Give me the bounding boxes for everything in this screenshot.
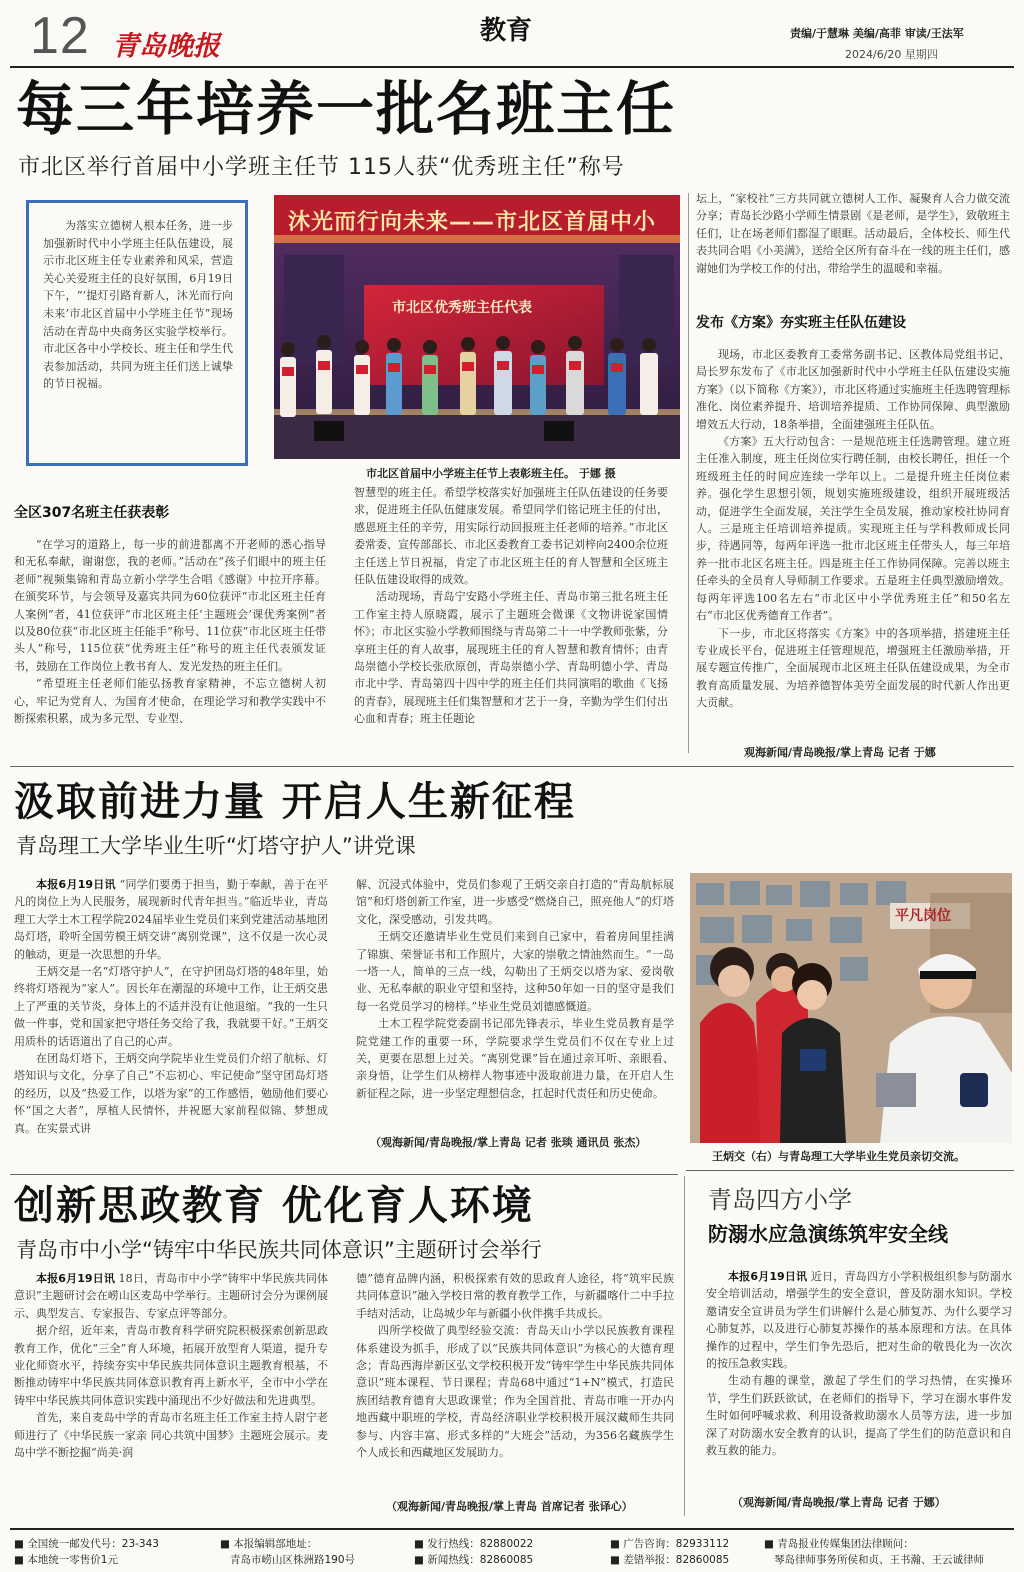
- story1-photo-banner: 沐光而行向未来——市北区首届中小: [288, 210, 657, 235]
- story2-col1-paragraph: 在团岛灯塔下，王炳交向学院毕业生党员们介绍了航标、灯塔知识与文化，分享了自己“不忘初心、牢记使命”坚守团岛灯塔的经历，以及“热爱工作，以塔为家”的工作感悟，勉励他们要心怀“国之大者”，厚植人民情怀，并祝愿大家前程似锦、梦想成真。在实景式讲: [14, 1052, 328, 1135]
- story3-col1-paragraph: 首先，来自麦岛中学的青岛市名班主任工作室主持人尉宁老师进行了《中华民族一家亲 同心共筑中国梦》主题班会展示。麦岛中学不断挖掘“尚美·润: [14, 1411, 328, 1460]
- story1-photo-caption: 市北区首届中小学班主任节上表彰班主任。 于娜 摄: [366, 467, 616, 480]
- footer-ad-hotline: 广告咨询：82933112: [623, 1538, 730, 1550]
- footer-item-postal: ■ 全国统一邮发代号：23-343 ■ 本地统一零售价1元: [14, 1538, 159, 1566]
- story1-subhead-plan: 发布《方案》夯实班主任队伍建设: [696, 315, 906, 331]
- story2-col2-paragraph: 解、沉浸式体验中，党员们参观了王炳交亲自打造的“青岛航标展馆”和灯塔创新工作室，进一步感受“燃烧自己，照亮他人”的灯塔文化，深受感动，引发共鸣。: [356, 878, 674, 926]
- page-number: 12: [30, 7, 90, 65]
- story1-intro-box: [26, 200, 248, 466]
- story1-photo-screen: 市北区优秀班主任代表: [392, 300, 532, 316]
- story2-headline: 汲取前进力量 开启人生新征程: [14, 779, 576, 825]
- footer-distribution-hotline: 发行热线：82880022: [427, 1538, 534, 1550]
- editors-line: 责编/于慧琳 美编/高菲 审读/王法军: [790, 27, 964, 40]
- story2-kicker: 本报6月19日讯: [36, 878, 116, 891]
- story2-byline: （观海新闻/青岛晚报/掌上青岛 记者 张琰 通讯员 张杰）: [370, 1136, 647, 1149]
- story1-col3b-paragraph: 下一步，市北区将落实《方案》中的各项举措，搭建班主任专业成长平台，促进班主任管理规范，增强班主任激励举措，开展专题宣传推广，全面展现市北区班主任队伍建设成果，为全市教育高质量发展、为培养德智体美劳全面发展的时代新人作出更大贡献。: [696, 626, 1010, 710]
- story3-subhead: 青岛市中小学“铸牢中华民族共同体意识”主题研讨会举行: [16, 1238, 542, 1262]
- story4-top-rule: [686, 1170, 1014, 1171]
- masthead-rule: [10, 66, 1014, 68]
- paper-logo: 青岛晚报: [112, 31, 220, 62]
- story1-col1-paragraph: “希望班主任老师们能弘扬教育家精神，不忘立德树人初心，牢记为党育人、为国育才使命，在理论学习和教学实践中不断探索积累，成为多元型、专业型、: [14, 677, 326, 726]
- footer-legal-counsel: 琴岛律师事务所侯和贞、王书瀚、王云诚律师: [774, 1554, 984, 1566]
- story1-col3-paragraph: 坛上，“家校社”三方共同就立德树人工作、凝聚育人合力做交流分享；青岛长沙路小学师生情景剧《是老师，是学生》，致敬班主任们，让在场老师们都湿了眼眶。活动最后，全体校长、师生代表共同合唱《小美满》，送给全区所有奋斗在一线的班主任们，感谢她们为学校工作的付出，带给学生的温暖和幸福。: [696, 192, 1010, 275]
- story3-kicker: 本报6月19日讯: [36, 1272, 116, 1285]
- story1-photo: [274, 195, 680, 459]
- story2-bottom-rule: [10, 1174, 678, 1175]
- story1-subhead: 市北区举行首届中小学班主任节 115人获“优秀班主任”称号: [18, 155, 625, 180]
- story1-col3b-paragraph: 现场，市北区委教育工委常务副书记、区教体局党组书记、局长罗东发布了《市北区加强新时代中小学班主任队伍建设实施方案》（以下简称《方案》），市北区将通过实施班主任选聘管理标准化、岗位素养提升、培训培养提质、工作协同保障、典型激励增效五大行动，18条举措，全面建强班主任队伍。: [696, 348, 1010, 431]
- footer-address: 青岛市崂山区株洲路190号: [230, 1554, 356, 1566]
- story2-col2-paragraph: 土木工程学院党委副书记邵先锋表示，毕业生党员教育是学院党建工作的重要一环，学院要求学生党员们不仅在专业上过关，更要在思想上过关。“离别党课”旨在通过亲耳听、亲眼看、亲身悟，让学生们从榜样人物事迹中汲取前进力量，在开启人生新征程之际，进一步坚定理想信念，扛起时代责任和历史使命。: [356, 1017, 674, 1100]
- story1-byline: 观海新闻/青岛晚报/掌上青岛 记者 于娜: [744, 746, 936, 759]
- story3-column-2: [356, 1270, 674, 1496]
- story4-col-paragraph: 生动有趣的课堂，激起了学生们的学习热情，在实操环节，学生们跃跃欲试，在老师们的指导下，学习在溺水事件发生时如何呼喊求救、利用设备救助溺水人员等方法，进一步加深了对防溺水安全教育的认识，提高了学生们的防范意识和自救互救的能力。: [706, 1374, 1012, 1458]
- footer: [14, 1536, 1014, 1570]
- story1-subhead-awards: 全区307名班主任获表彰: [14, 505, 170, 521]
- story1-column-3b: [696, 346, 1010, 738]
- story2-photo-caption: 王炳交（右）与青岛理工大学毕业生党员亲切交流。: [712, 1150, 965, 1163]
- story1-headline: 每三年培养一批名班主任: [16, 75, 677, 143]
- story4-headline: 防溺水应急演练筑牢安全线: [708, 1222, 948, 1246]
- footer-legal-label: 青岛报业传媒集团法律顾问：: [777, 1538, 914, 1550]
- footer-item-legal: ■ 青岛报业传媒集团法律顾问： 琴岛律师事务所侯和贞、王书瀚、王云诚律师: [764, 1538, 984, 1566]
- story3-col-divider: [684, 1176, 685, 1516]
- story3-column-1: [14, 1270, 328, 1518]
- story3-headline: 创新思政教育 优化育人环境: [14, 1183, 534, 1229]
- story3-col2-paragraph: 德”德育品牌内涵，积极探索有效的思政育人途径，将“筑牢民族共同体意识”融入学校日常的教育教学工作，与新疆喀什二中手拉手结对活动，让岛城少年与新疆小伙伴携手共成长。: [356, 1272, 674, 1320]
- story2-photo-sign: 平凡岗位: [895, 908, 951, 924]
- story2-subhead: 青岛理工大学毕业生听“灯塔守护人”讲党课: [16, 834, 416, 858]
- footer-item-address: ■ 本报编辑部地址： 青岛市崂山区株洲路190号: [220, 1538, 356, 1566]
- story3-col1-paragraph: 据介绍，近年来，青岛市教育科学研究院积极探索创新思政教育工作，优化“三全”育人环境，拓展开放型育人渠道，提升专业化师资水平，持续夯实中华民族共同体意识主题教育根基，不断推动铸牢中华民族共同体意识教育再上新水平，全市中小学在铸牢中华民族共同体意识实践中涌现出不少好做法和先进典型。: [14, 1324, 328, 1407]
- footer-postal-code: 全国统一邮发代号：23-343: [27, 1538, 159, 1550]
- story4-kicker: 本报6月19日讯: [728, 1270, 808, 1283]
- story1-col1-paragraph: “在学习的道路上，每一步的前进都离不开老师的悉心指导和无私奉献，谢谢您，我的老师。”活动在“孩子们眼中的班主任老师”视频集锦和青岛立新小学学生合唱《感谢》中拉开序幕。在颁奖环节，与会领导及嘉宾共同为60位获评“市北区班主任育人案例”者，41位获评“市北区班主任‘主题班会’课优秀案例”者以及80位获“市北区班主任能手”称号、11位获“市北区班主任带头人”称号，115位获“优秀班主任”称号的班主任代表颁发证书，鼓励在工作岗位上教书育人、发光发热的班主任们。: [14, 538, 326, 673]
- story2-col2-paragraph: 王炳交还邀请毕业生党员们来到自己家中，看着房间里挂满了锦旗、荣誉证书和工作照片，大家的崇敬之情油然而生。“一岛一塔一人，简单的三点一线，勾勒出了王炳交以塔为家、爱岗敬业、无私奉献的职业守望和坚持，这种50年如一日的坚守是我们每一名党员学习的榜样。”毕业生党员刘德感慨道。: [356, 930, 674, 1013]
- section-name: 教育: [480, 16, 533, 46]
- story1-column-3: [696, 190, 1010, 296]
- footer-retail-price: 本地统一零售价1元: [27, 1554, 118, 1566]
- story3-byline: （观海新闻/青岛晚报/掌上青岛 首席记者 张译心）: [386, 1500, 633, 1513]
- story1-col-divider: [688, 193, 689, 753]
- story1-col2-paragraph: 活动现场，青岛宁安路小学班主任、青岛市第三批名班主任工作室主持人原晓霞，展示了主题班会微课《文物讲说家国情怀》；市北区实验小学教师围绕与青岛第二十一中学教师张紫，分享班主任的育人故事，展现班主任的育人智慧和教育情怀；由青岛崇德小学校长张欣原创，青岛崇德小学、青岛明德小学、青岛市北中学、青岛第四十四中学的班主任们共同演唱的歌曲《飞扬的青春》，展现班主任们集智慧和才艺于一身，辛勤为学生们付出心血和青春；班主任题论: [354, 590, 668, 726]
- story1-intro-text: [43, 217, 233, 453]
- story2-photo-art: [690, 873, 1012, 1143]
- story3-col1-lead: 18日，青岛市中小学“铸牢中华民族共同体意识”主题研讨会在崂山区麦岛中学举行。主题研讨会分为课例展示、典型发言、专家报告、专家点评等部分。: [14, 1272, 328, 1320]
- story1-bottom-rule: [10, 766, 1014, 767]
- story1-col2-paragraph: 智慧型的班主任。希望学校落实好加强班主任队伍建设的任务要求，促进班主任队伍健康发展。希望同学们铭记班主任的付出，感恩班主任的辛劳，用实际行动回报班主任老师的培养。”市北区委常委、宣传部部长、市北区委教育工委书记刘梓向2400余位班主任送上节日祝福，肯定了市北区班主任的育人智慧和全区班主任队伍建设取得的成效。: [354, 486, 668, 587]
- footer-item-hotlines: ■ 发行热线：82880022 ■ 新闻热线：82860085: [414, 1538, 534, 1566]
- footer-item-ads: ■ 广告咨询：82933112 ■ 差错举报：82860085: [610, 1538, 730, 1566]
- story2-column-2: [356, 876, 674, 1132]
- story2-col1-paragraph: 王炳交是一名“灯塔守护人”，在守护团岛灯塔的48年里，始终将灯塔视为“家人”。因长年在潮湿的环境中工作，让王炳交患上了严重的关节炎，身体上的不适并没有让他退缩。“我的一生只做一件事，党和国家把守塔任务交给了我，我就要干好。”王炳交用质朴的话语道出了自己的心声。: [14, 965, 328, 1048]
- story1-column-1: [14, 536, 326, 764]
- footer-error-report: 差错举报：82860085: [623, 1554, 730, 1566]
- story4-kicker-title: 青岛四方小学: [708, 1186, 852, 1214]
- story4-column: [706, 1268, 1012, 1494]
- story1-intro-paragraph: 为落实立德树人根本任务，进一步加强新时代中小学班主任队伍建设，展示市北区班主任专业素养和风采，营造关心关爱班主任的良好氛围，6月19日下午，“‘提灯引路育新人，沐光而行向未来’市北区首届中小学班主任节”现场活动在青岛中央商务区实验学校举行。市北区各中小学校长、班主任和学生代表参加活动，共同为班主任们送上诚挚的节日祝福。: [43, 219, 233, 391]
- footer-rule: [10, 1528, 1014, 1530]
- story4-byline: （观海新闻/青岛晚报/掌上青岛 记者 于娜）: [732, 1496, 946, 1509]
- story2-column-1: [14, 876, 328, 1170]
- footer-address-label: 本报编辑部地址：: [233, 1538, 318, 1550]
- story4-col-lead: 近日，青岛四方小学积极组织参与防溺水安全培训活动，增强学生的安全意识，普及防溺水知识。学校邀请安全宣讲员为学生们讲解什么是心肺复苏、为什么要学习心肺复苏，以及进行心肺复苏操作的基本原理和方法。在具体操作的过程中，学生们争先恐后，把对生命的敬畏化为一次次的按压急救实践。: [706, 1270, 1012, 1371]
- story1-col3b-paragraph: 《方案》五大行动包含：一是规范班主任选聘管理。建立班主任准入制度，班主任岗位实行聘任制，由校长聘任，担任一个班级班主任的时间应连续一学年以上。二是提升班主任岗位素养。强化学生思想引领，规划实施班级建设，组织开展班级活动，促进学生全面发展，关注学生全员发展，推动家校社协同育人。三是班主任培训培养提质。实现班主任与学科教师成长同步，待遇同等，每两年评选一批市北区班主任带头人，每三年培养一批市北区名班主任。四是班主任工作协同保障。完善以班主任牵头的全员育人导师制工作要求。五是班主任典型激励增效。每两年评选100名左右“市北区中小学优秀班主任”和50名左右“市北区优秀德育工作者”。: [696, 435, 1010, 623]
- story1-column-2: [354, 484, 668, 764]
- story2-col1-lead: “同学们要勇于担当，勤于奉献，善于在平凡的岗位上为人民服务，展现新时代青年担当。”临近毕业，青岛理工大学土木工程学院2024届毕业生党员们来到党建活动基地团岛灯塔，聆听全国劳模王炳交讲“离别党课”，这不仅是一次心灵的触动，更是一次思想的升华。: [14, 878, 328, 961]
- story2-photo: [690, 873, 1012, 1143]
- issue-date: 2024/6/20 星期四: [845, 48, 938, 61]
- story3-col2-paragraph: 四所学校做了典型经验交流：青岛天山小学以民族教育课程体系建设为抓手，形成了以“民族共同体意识”为核心的大德育理念；青岛西海岸新区弘文学校积极开发“铸牢学生中华民族共同体意识”班本课程、节日课程；青岛68中通过“1+N”模式，打造民族团结教育德育大思政课堂；作为全国首批、青岛市唯一开办内地西藏中职班的学校，青岛经济职业学校积极开展汉藏师生共同参与、内容丰富、形式多样的“大班会”活动，为356名藏族学生个人成长和西藏地区发展助力。: [356, 1324, 674, 1460]
- footer-news-hotline: 新闻热线：82860085: [427, 1554, 534, 1566]
